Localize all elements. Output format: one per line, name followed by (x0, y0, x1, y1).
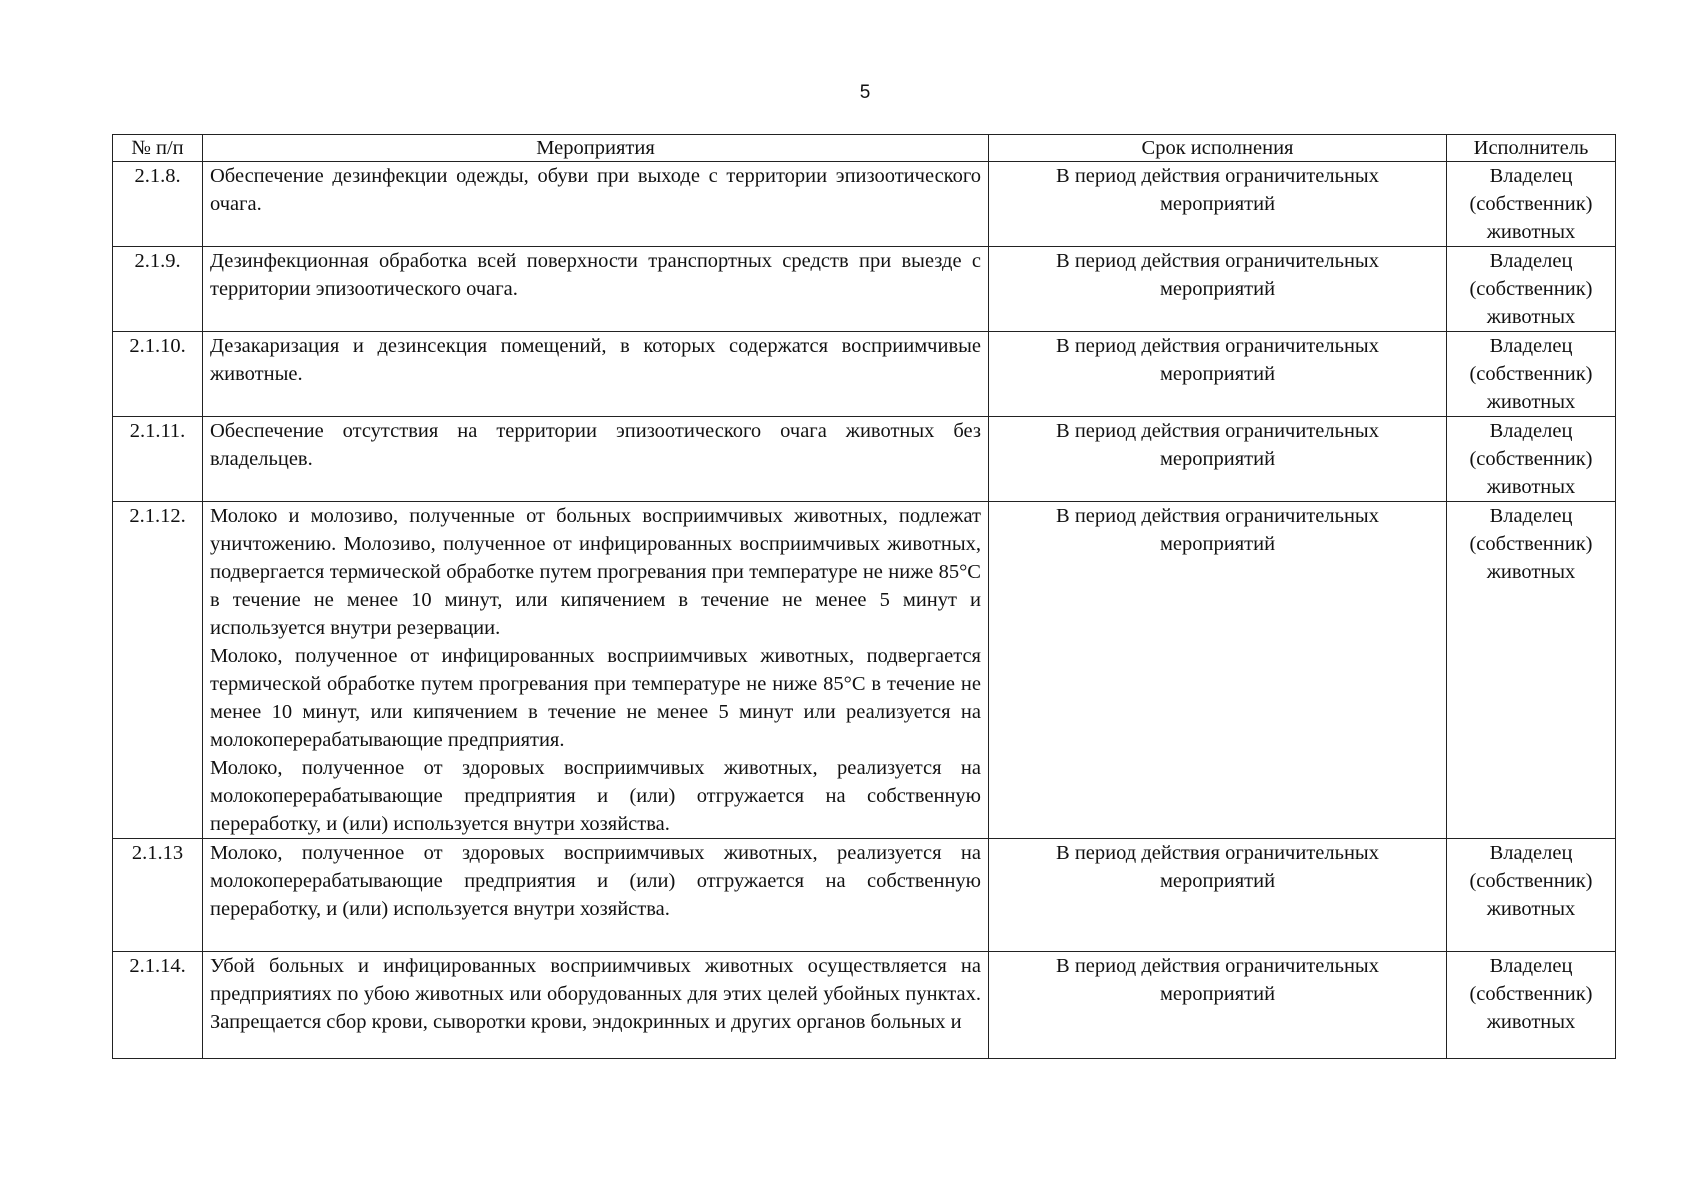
table-row (113, 952, 1616, 1059)
row-number: 2.1.8. (113, 162, 203, 247)
executor-line: животных (1486, 561, 1576, 583)
table-row (113, 417, 1616, 502)
activity-paragraph: Молоко, полученное от здоровых восприимчивых животных, реализуется на молокоперерабатывающие предприятия и (или) отгружается на собственную переработку, и (или) используется внутри хозяйства. (210, 842, 981, 920)
row-executor (1447, 162, 1616, 247)
row-activity (203, 417, 989, 502)
row-executor (1447, 502, 1616, 839)
row-executor (1447, 417, 1616, 502)
row-executor (1447, 839, 1616, 952)
row-number: 2.1.13 (113, 839, 203, 952)
row-executor (1447, 332, 1616, 417)
row-term: В период действия ограничительных мероприятий (989, 839, 1447, 952)
table-row (113, 332, 1616, 417)
executor-line: животных (1486, 898, 1576, 920)
measures-table (112, 134, 1616, 1059)
row-executor (1447, 247, 1616, 332)
row-activity (203, 839, 989, 952)
executor-line: (собственник) (1469, 870, 1593, 892)
header-term: Срок исполнения (989, 135, 1447, 162)
table-header-row (113, 135, 1616, 162)
executor-line: животных (1486, 306, 1576, 328)
row-activity (203, 332, 989, 417)
executor-line: Владелец (1489, 335, 1573, 357)
header-number: № п/п (113, 135, 203, 162)
row-number: 2.1.9. (113, 247, 203, 332)
executor-line: животных (1486, 1011, 1576, 1033)
header-activity: Мероприятия (203, 135, 989, 162)
executor-line: (собственник) (1469, 363, 1593, 385)
activity-paragraph: Молоко и молозиво, полученные от больных восприимчивых животных, подлежат уничтожению. Молозиво, полученное от инфицированных восприимчивых животных, подвергается термической обработке путем прогревания при температуре не ниже 85°С в течение не менее 10 минут, или кипячением в течение не менее 5 минут и используется внутри резервации. (210, 505, 981, 639)
row-executor (1447, 952, 1616, 1059)
row-number: 2.1.11. (113, 417, 203, 502)
page-number: 5 (859, 82, 871, 103)
executor-line: Владелец (1489, 505, 1573, 527)
executor-line: (собственник) (1469, 533, 1593, 555)
executor-line: Владелец (1489, 165, 1573, 187)
executor-line: животных (1486, 221, 1576, 243)
activity-paragraph: Дезакаризация и дезинсекция помещений, в которых содержатся восприимчивые животные. (210, 335, 981, 385)
executor-line: животных (1486, 391, 1576, 413)
executor-line: Владелец (1489, 842, 1573, 864)
row-term: В период действия ограничительных мероприятий (989, 502, 1447, 839)
row-activity (203, 502, 989, 839)
row-term: В период действия ограничительных мероприятий (989, 417, 1447, 502)
row-number: 2.1.12. (113, 502, 203, 839)
table-row (113, 162, 1616, 247)
activity-paragraph: Обеспечение отсутствия на территории эпизоотического очага животных без владельцев. (210, 420, 981, 470)
executor-line: Владелец (1489, 250, 1573, 272)
activity-paragraph: Убой больных и инфицированных восприимчивых животных осуществляется на предприятиях по убою животных или оборудованных для этих целей убойных пунктах. Запрещается сбор крови, сыворотки крови, эндокринных и других органов больных и (210, 955, 981, 1033)
row-term: В период действия ограничительных мероприятий (989, 162, 1447, 247)
table-row (113, 839, 1616, 952)
row-term: В период действия ограничительных мероприятий (989, 332, 1447, 417)
row-term: В период действия ограничительных мероприятий (989, 952, 1447, 1059)
row-activity (203, 952, 989, 1059)
activity-paragraph: Дезинфекционная обработка всей поверхности транспортных средств при выезде с территории эпизоотического очага. (210, 250, 981, 300)
executor-line: (собственник) (1469, 448, 1593, 470)
activity-paragraph: Молоко, полученное от инфицированных восприимчивых животных, подвергается термической обработке путем прогревания при температуре не ниже 85°С в течение не менее 10 минут, или кипячением в течение не менее 5 минут или реализуется на молокоперерабатывающие предприятия. (210, 645, 981, 751)
table-row (113, 247, 1616, 332)
executor-line: животных (1486, 476, 1576, 498)
activity-paragraph: Молоко, полученное от здоровых восприимчивых животных, реализуется на молокоперерабатывающие предприятия и (или) отгружается на собственную переработку, и (или) используется внутри хозяйства. (210, 757, 981, 835)
activity-paragraph: Обеспечение дезинфекции одежды, обуви при выходе с территории эпизоотического очага. (210, 165, 981, 215)
executor-line: (собственник) (1469, 193, 1593, 215)
header-executor: Исполнитель (1447, 135, 1616, 162)
executor-line: (собственник) (1469, 278, 1593, 300)
row-number: 2.1.10. (113, 332, 203, 417)
row-activity (203, 162, 989, 247)
row-activity (203, 247, 989, 332)
executor-line: (собственник) (1469, 983, 1593, 1005)
executor-line: Владелец (1489, 955, 1573, 977)
row-term: В период действия ограничительных мероприятий (989, 247, 1447, 332)
table-row (113, 502, 1616, 839)
executor-line: Владелец (1489, 420, 1573, 442)
row-number: 2.1.14. (113, 952, 203, 1059)
